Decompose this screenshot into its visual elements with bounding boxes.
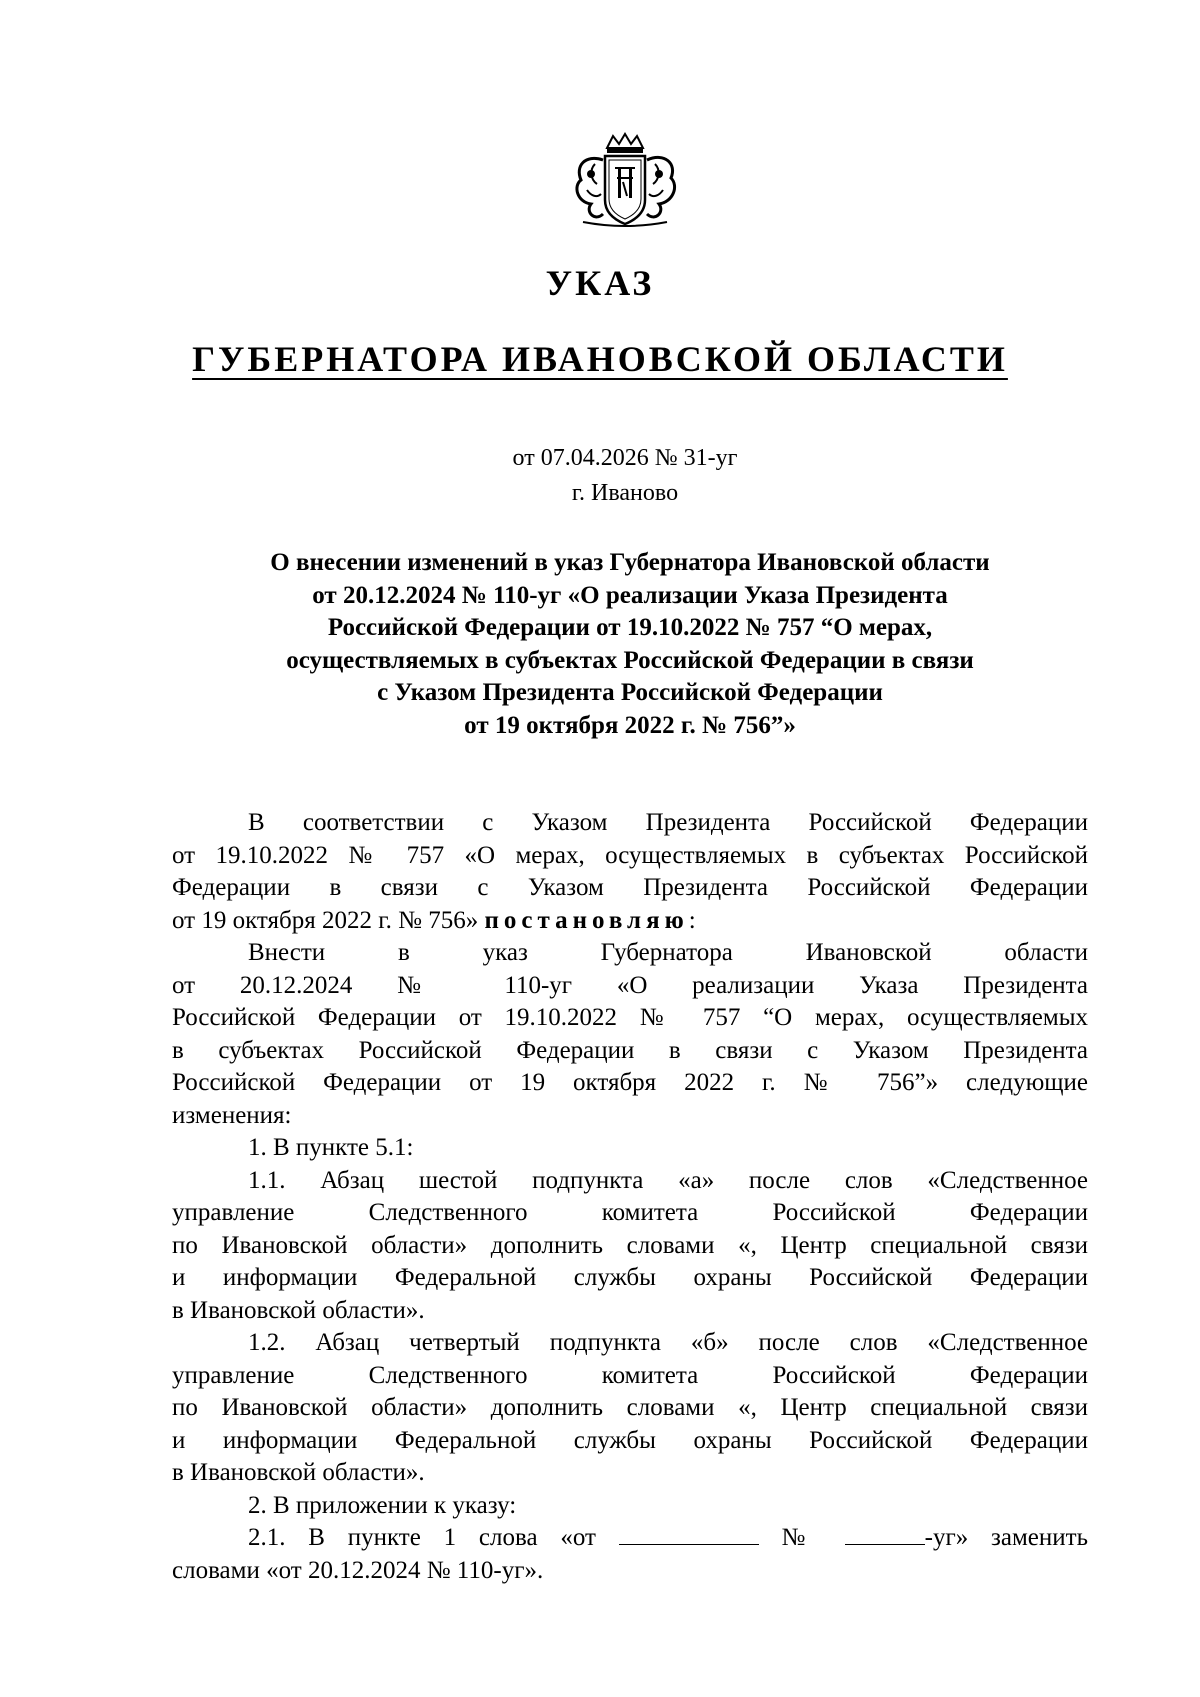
heading-line: Российской Федерации от 19.10.2022 № 757 “О мерах, [327,614,933,641]
heading-line: осуществляемых в субъектах Российской Федерации в связи [286,646,974,674]
number-blank-line [845,1522,925,1545]
body-line: и информации Федеральной службы охраны Российской Федерации [172,1426,1088,1454]
body-line: 1.1. Абзац шестой подпункта «а» после слов «Следственное [248,1166,1088,1194]
body-line [172,1522,1088,1555]
body-line: Внести в указ Губернатора Ивановской области [248,939,1088,966]
issuer-title [0,338,1200,380]
body-line: словами «от 20.12.2024 № 110-уг». [172,1556,544,1584]
body-line: Российской Федерации от 19.10.2022 № 757 “О мерах, осуществляемых [172,1004,1088,1031]
heading-line: с Указом Президента Российской Федерации [377,679,883,706]
body-line: изменения: [172,1101,292,1129]
body-line: Российской Федерации от 19 октября 2022 г. № 756”» следующие [172,1069,1088,1096]
body-line: 2. В приложении к указу: [248,1491,517,1519]
body-line [172,905,1088,938]
issuer-title-text: ГУБЕРНАТОРА ИВАНОВСКОЙ ОБЛАСТИ [192,339,1008,379]
body-line: и информации Федеральной службы охраны Российской Федерации [172,1264,1088,1291]
body-line: от 19.10.2022 № 757 «О мерах, осуществляемых в субъектах Российской [172,841,1088,869]
body-text: 2.1. В пункте 1 слова «от [248,1524,596,1551]
body-line: по Ивановской области» дополнить словами «, Центр специальной связи [172,1231,1088,1259]
body-line: от 20.12.2024 № 110-уг «О реализации Указа Президента [172,971,1088,999]
body-text: : [688,906,696,934]
body-line: 1.2. Абзац четвертый подпункта «б» после слов «Следственное [248,1329,1088,1356]
document-type-title: УКАЗ [545,263,655,303]
decree-heading [60,547,1200,742]
heading-line: от 20.12.2024 № 110-уг «О реализации Указа Президента [312,581,948,609]
decree-body [172,807,1088,1587]
body-line: В соответствии с Указом Президента Российской Федерации [248,809,1088,836]
heading-line: от 19 октября 2022 г. № 756”» [464,711,796,739]
body-line: Федерации в связи с Указом Президента Российской Федерации [172,874,1088,901]
decree-date-number: от 07.04.2026 № 31-уг [512,445,738,471]
body-line: в Ивановской области». [172,1459,425,1486]
body-line: 1. В пункте 5.1: [248,1134,414,1161]
date-blank-line [619,1522,759,1545]
coat-of-arms-emblem [555,130,695,230]
body-line: в субъектах Российской Федерации в связи с Указом Президента [172,1036,1088,1064]
body-line: управление Следственного комитета Российской Федерации [172,1199,1088,1226]
body-text: -уг» заменить [924,1524,1088,1551]
resolve-word: постановляю [484,906,689,934]
decree-city: г. Иваново [571,480,679,506]
body-line: в Ивановской области». [172,1296,425,1324]
body-text: от 19 октября 2022 г. № 756» [172,906,479,934]
body-text: № [781,1524,822,1551]
body-line: по Ивановской области» дополнить словами «, Центр специальной связи [172,1394,1088,1421]
body-line: управление Следственного комитета Российской Федерации [172,1361,1088,1389]
heading-line: О внесении изменений в указ Губернатора Ивановской области [270,549,990,576]
